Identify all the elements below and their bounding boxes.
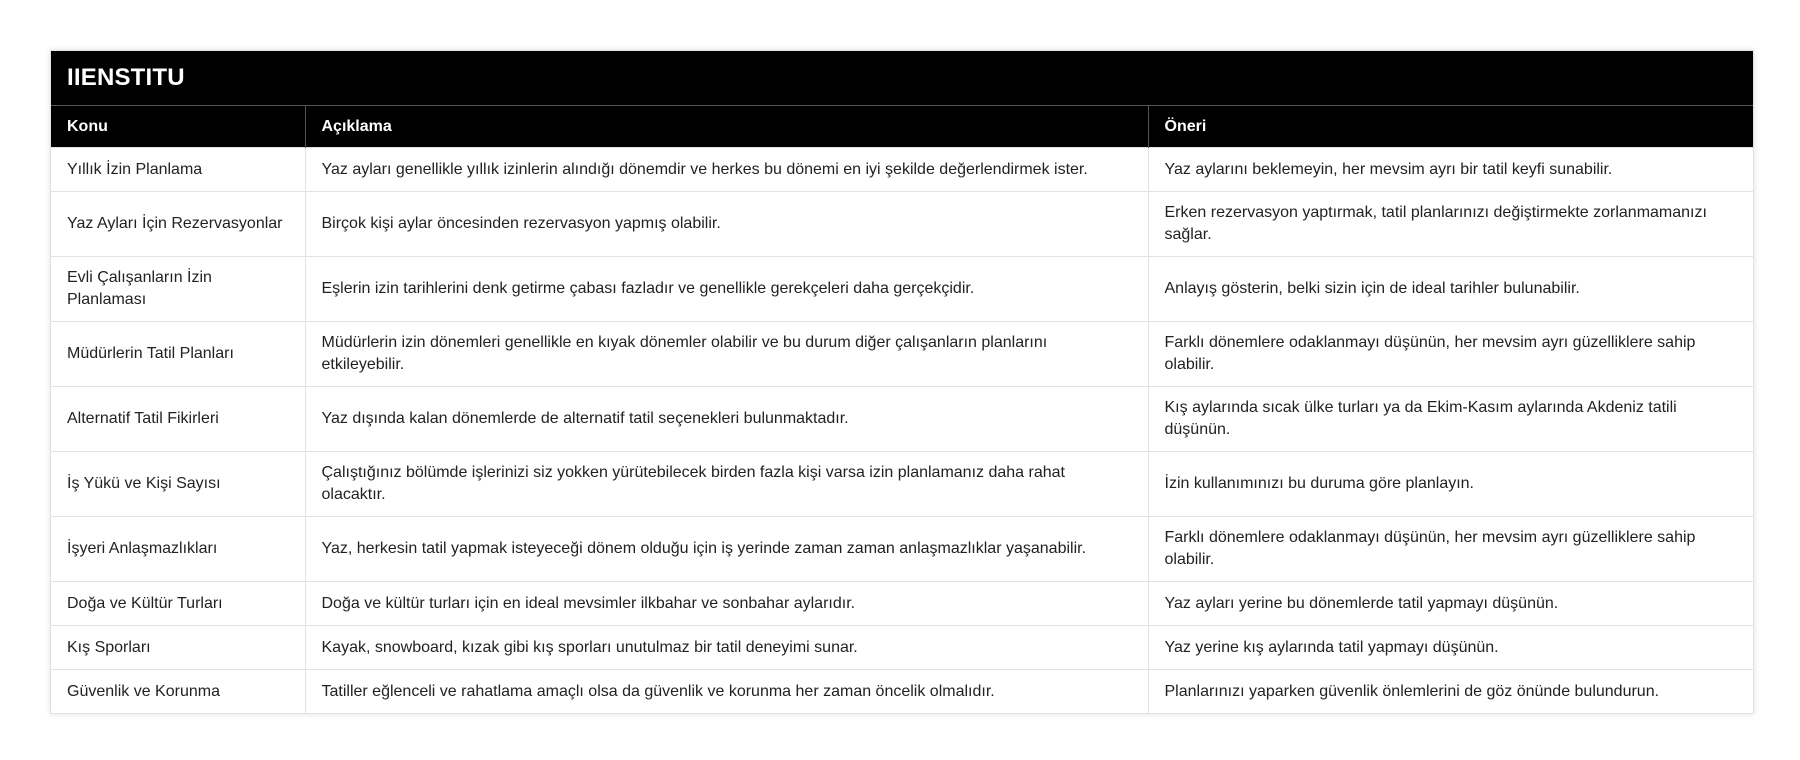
cell-aciklama: Çalıştığınız bölümde işlerinizi siz yokken yürütebilecek birden fazla kişi varsa izin planlamanız daha rahat olacaktır. [305,452,1148,517]
cell-oneri: Planlarınızı yaparken güvenlik önlemlerini de göz önünde bulundurun. [1148,670,1753,714]
cell-oneri: Anlayış gösterin, belki sizin için de ideal tarihler bulunabilir. [1148,257,1753,322]
cell-aciklama: Birçok kişi aylar öncesinden rezervasyon yapmış olabilir. [305,192,1148,257]
cell-aciklama: Yaz dışında kalan dönemlerde de alternatif tatil seçenekleri bulunmaktadır. [305,387,1148,452]
cell-konu: Alternatif Tatil Fikirleri [51,387,305,452]
table-row [51,192,1753,257]
cell-oneri: İzin kullanımınızı bu duruma göre planlayın. [1148,452,1753,517]
cell-konu: Doğa ve Kültür Turları [51,582,305,626]
table-row [51,148,1753,192]
cell-oneri: Yaz ayları yerine bu dönemlerde tatil yapmayı düşünün. [1148,582,1753,626]
cell-aciklama: Doğa ve kültür turları için en ideal mevsimler ilkbahar ve sonbahar aylarıdır. [305,582,1148,626]
brand-title: IIENSTITU [51,51,1753,105]
info-table [51,105,1753,713]
table-row [51,626,1753,670]
table-row [51,452,1753,517]
table-row [51,670,1753,714]
cell-aciklama: Eşlerin izin tarihlerini denk getirme çabası fazladır ve genellikle gerekçeleri daha gerçekçidir. [305,257,1148,322]
table-row [51,257,1753,322]
table-row [51,517,1753,582]
cell-aciklama: Tatiller eğlenceli ve rahatlama amaçlı olsa da güvenlik ve korunma her zaman öncelik olmalıdır. [305,670,1148,714]
cell-konu: Müdürlerin Tatil Planları [51,322,305,387]
cell-aciklama: Yaz, herkesin tatil yapmak isteyeceği dönem olduğu için iş yerinde zaman zaman anlaşmazlıklar yaşanabilir. [305,517,1148,582]
cell-konu: Güvenlik ve Korunma [51,670,305,714]
cell-oneri: Kış aylarında sıcak ülke turları ya da Ekim-Kasım aylarında Akdeniz tatili düşünün. [1148,387,1753,452]
cell-oneri: Erken rezervasyon yaptırmak, tatil planlarınızı değiştirmekte zorlanmamanızı sağlar. [1148,192,1753,257]
column-header-konu: Konu [51,106,305,148]
cell-aciklama: Müdürlerin izin dönemleri genellikle en kıyak dönemler olabilir ve bu durum diğer çalışanların planlarını etkileyebilir. [305,322,1148,387]
cell-oneri: Yaz yerine kış aylarında tatil yapmayı düşünün. [1148,626,1753,670]
cell-konu: İş Yükü ve Kişi Sayısı [51,452,305,517]
table-row [51,582,1753,626]
cell-aciklama: Kayak, snowboard, kızak gibi kış sporları unutulmaz bir tatil deneyimi sunar. [305,626,1148,670]
cell-konu: Kış Sporları [51,626,305,670]
column-header-oneri: Öneri [1148,106,1753,148]
cell-konu: Yıllık İzin Planlama [51,148,305,192]
table-header-row [51,106,1753,148]
cell-konu: İşyeri Anlaşmazlıkları [51,517,305,582]
cell-oneri: Yaz aylarını beklemeyin, her mevsim ayrı bir tatil keyfi sunabilir. [1148,148,1753,192]
table-row [51,387,1753,452]
cell-oneri: Farklı dönemlere odaklanmayı düşünün, her mevsim ayrı güzelliklere sahip olabilir. [1148,322,1753,387]
cell-konu: Yaz Ayları İçin Rezervasyonlar [51,192,305,257]
cell-konu: Evli Çalışanların İzin Planlaması [51,257,305,322]
table-row [51,322,1753,387]
column-header-aciklama: Açıklama [305,106,1148,148]
cell-aciklama: Yaz ayları genellikle yıllık izinlerin alındığı dönemdir ve herkes bu dönemi en iyi şekilde değerlendirmek ister. [305,148,1148,192]
cell-oneri: Farklı dönemlere odaklanmayı düşünün, her mevsim ayrı güzelliklere sahip olabilir. [1148,517,1753,582]
info-table-card [50,50,1754,714]
